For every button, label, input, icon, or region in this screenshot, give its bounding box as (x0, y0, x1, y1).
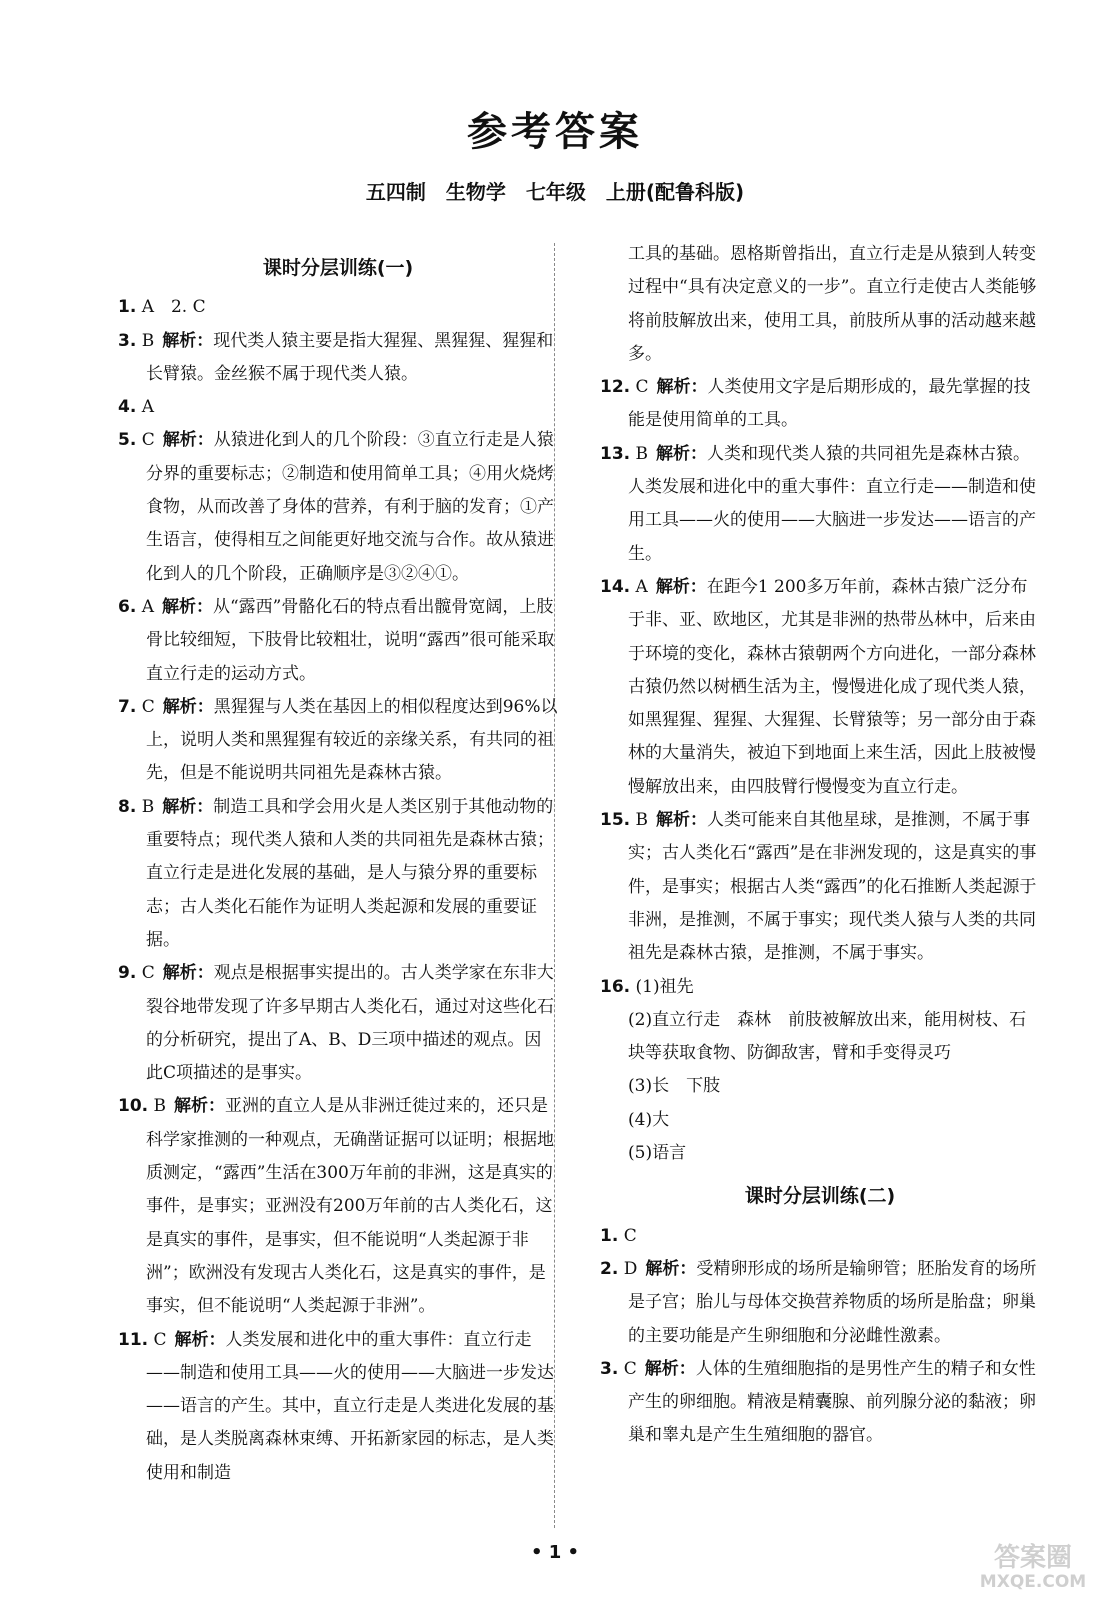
answer-choice: C (141, 430, 155, 451)
explanation-text: 在距今1 200多万年前，森林古猿广泛分布于非、亚、欧地区，尤其是非洲的热带丛林中，后来由于环境的变化，森林古猿朝两个方向进化，一部分森林古猿仍然以树栖生活为主，慢慢进化成了现代类人猿，如黑猩猩、猩猩、大猩猩、长臂猿等；另一部分由于森林的大量消失，被迫下到地面上来生活，因此上肢被慢慢解放出来，由四肢臂行慢慢变为直立行走。 (628, 576, 1036, 797)
explanation-label: 解析： (644, 1358, 696, 1379)
explanation-label: 解析： (162, 963, 214, 984)
page-title: 参考答案 (467, 109, 643, 155)
explanation-label: 解析： (655, 576, 707, 597)
explanation-label: 解析： (174, 1329, 226, 1350)
answer-number: 14. (600, 576, 631, 597)
explanation-label: 解析： (645, 1258, 697, 1279)
answer-choice: C (623, 1225, 637, 1246)
explanation-text: 制造工具和学会用火是人类区别于其他动物的重要特点；现代类人猿和人类的共同祖先是森林古猿；直立行走是进化发展的基础，是人与猿分界的重要标志；古人类化石能作为证明人类起源和发展的重要证据。 (146, 796, 554, 950)
answer-number: 16. (600, 976, 631, 997)
answer-choice: C (623, 1358, 637, 1379)
answer-16-line-2: (2)直立行走 森林 前肢被解放出来，能用树枝、石块等获取食物、防御敌害，臂和手变得灵巧 (628, 1009, 1027, 1064)
answer-choice: A 2. C (141, 297, 206, 318)
answer-16-line-1: (1)祖先 (635, 976, 694, 997)
answer-item (118, 791, 558, 957)
explanation-label: 解析： (162, 796, 214, 817)
answer-number: 11. (118, 1329, 149, 1350)
answer-item (600, 438, 1040, 571)
answer-choice: C (153, 1329, 167, 1350)
answer-16-line-5: (5)语言 (628, 1143, 687, 1164)
watermark-text: 答案圈 (993, 1543, 1072, 1573)
explanation-label: 解析： (161, 596, 213, 617)
answer-number: 1. (600, 1225, 619, 1246)
left-column (118, 242, 558, 1490)
answer-choice: C (635, 377, 649, 398)
answer-16-line-3: (3)长 下肢 (628, 1076, 721, 1097)
explanation-text: 从“露西”骨骼化石的特点看出髋骨宽阔，上肢骨比较细短，下肢骨比较粗壮，说明“露西”很可能采取直立行走的运动方式。 (146, 596, 555, 684)
answer-item (118, 391, 558, 424)
answer-choice: B (153, 1096, 167, 1117)
explanation-text: 现代类人猿主要是指大猩猩、黑猩猩、猩猩和长臂猿。金丝猴不属于现代类人猿。 (146, 330, 554, 384)
answer-number: 5. (118, 430, 137, 451)
section-heading-1: 课时分层训练(一) (262, 257, 414, 279)
left-answer-list (118, 291, 558, 1490)
explanation-text: 黑猩猩与人类在基因上的相似程度达到96%以上，说明人类和黑猩猩有较近的亲缘关系，有共同的祖先，但是不能说明共同祖先是森林古猿。 (146, 696, 558, 784)
explanation-text: 人类可能来自其他星球，是推测，不属于事实；古人类化石“露西”是在非洲发现的，这是真实的事件，是事实；根据古人类“露西”的化石推断人类起源于非洲，是推测，不属于事实；现代类人猿与人类的共同祖先是森林古猿，是推测，不属于事实。 (628, 810, 1037, 964)
answer-item (118, 691, 558, 791)
explanation-text: 人体的生殖细胞指的是男性产生的精子和女性产生的卵细胞。精液是精囊腺、前列腺分泌的黏液；卵巢和睾丸是产生生殖细胞的器官。 (628, 1358, 1036, 1446)
section2-answer-list (600, 1220, 1040, 1453)
explanation-text: 亚洲的直立人是从非洲迁徙过来的，还只是科学家推测的一种观点，无确凿证据可以证明；根据地质测定，“露西”生活在300万年前的非洲，这是真实的事件，是事实；亚洲没有200万年前的古人类化石，这是真实的事件，是事实，但不能说明“人类起源于非洲”；欧洲没有发现古人类化石，这是真实的事件，是事实，但不能说明“人类起源于非洲”。 (146, 1096, 554, 1317)
answer-item (600, 571, 1040, 804)
watermark-logo (974, 1544, 1092, 1594)
answer-item (118, 1324, 558, 1490)
section-heading-2: 课时分层训练(二) (744, 1185, 896, 1208)
answer-number: 3. (600, 1358, 619, 1379)
answer-16-line-4: (4)大 (628, 1109, 670, 1130)
answer-choice: B (141, 330, 155, 351)
explanation-label: 解析： (162, 696, 214, 717)
answer-item (118, 591, 558, 691)
explanation-text: 人类和现代类人猿的共同祖先是森林古猿。人类发展和进化中的重大事件：直立行走——制造和使用工具——火的使用——大脑进一步发达——语言的产生。 (628, 443, 1036, 564)
answer-choice: D (623, 1258, 638, 1279)
answer-number: 2. (600, 1258, 619, 1279)
explanation-label: 解析： (656, 443, 708, 464)
answer-item (600, 1353, 1040, 1453)
page-number: • 1 • (530, 1542, 580, 1563)
answer-number: 6. (118, 596, 137, 617)
answer-choice: A (141, 397, 154, 418)
right-answer-list (600, 371, 1040, 970)
explanation-text: 人类使用文字是后期形成的，最先掌握的技能是使用简单的工具。 (628, 377, 1031, 431)
answer-number: 15. (600, 810, 631, 831)
explanation-label: 解析： (174, 1096, 226, 1117)
answer-choice: B (141, 796, 155, 817)
answer-number: 3. (118, 330, 137, 351)
answer-continuation: 工具的基础。恩格斯曾指出，直立行走是从猿到人转变过程中“具有决定意义的一步”。直立行走使古人类能够将前肢解放出来，使用工具，前肢所从事的活动越来越多。 (628, 244, 1037, 364)
explanation-label: 解析： (162, 430, 214, 451)
answer-number: 12. (600, 377, 631, 398)
answer-choice: B (635, 810, 649, 831)
explanation-text: 从猿进化到人的几个阶段：③直立行走是人猿分界的重要标志；②制造和使用简单工具；④用火烧烤食物，从而改善了身体的营养，有利于脑的发育；①产生语言，使得相互之间能更好地交流与合作。故从猿进化到人的几个阶段，正确顺序是③②④①。 (146, 430, 554, 584)
answer-number: 7. (118, 696, 137, 717)
answer-choice: C (141, 696, 155, 717)
page-subtitle: 五四制 生物学 七年级 上册(配鲁科版) (365, 180, 745, 204)
answer-choice: C (141, 963, 155, 984)
answer-number: 8. (118, 796, 137, 817)
right-column (600, 238, 1040, 1453)
answer-item (118, 325, 558, 392)
answer-choice: B (635, 443, 649, 464)
answer-number: 1. (118, 297, 137, 318)
explanation-text: 观点是根据事实提出的。古人类学家在东非大裂谷地带发现了许多早期古人类化石，通过对这些化石的分析研究，提出了A、B、D三项中描述的观点。因此C项描述的是事实。 (146, 963, 554, 1084)
answer-number: 9. (118, 963, 137, 984)
answer-item (118, 1090, 558, 1323)
answer-choice: A (635, 576, 648, 597)
answer-number: 13. (600, 443, 631, 464)
answer-item (118, 957, 558, 1090)
answer-item (600, 1220, 1040, 1253)
watermark-url: MXQE.COM (979, 1572, 1087, 1592)
explanation-text: 受精卵形成的场所是输卵管；胚胎发育的场所是子宫；胎儿与母体交换营养物质的场所是胎盘；卵巢的主要功能是产生卵细胞和分泌雌性激素。 (628, 1258, 1037, 1346)
explanation-label: 解析： (656, 810, 708, 831)
answer-item (118, 424, 558, 590)
explanation-label: 解析： (656, 377, 708, 398)
answer-choice: A (141, 596, 154, 617)
answer-number: 10. (118, 1096, 149, 1117)
answer-item (600, 1253, 1040, 1353)
answer-item (118, 291, 558, 324)
answer-item (600, 371, 1040, 438)
answer-number: 4. (118, 397, 137, 418)
explanation-label: 解析： (162, 330, 214, 351)
answer-item-16 (600, 971, 1040, 1004)
explanation-text: 人类发展和进化中的重大事件：直立行走——制造和使用工具——火的使用——大脑进一步发达——语言的产生。其中，直立行走是人类进化发展的基础，是人类脱离森林束缚、开拓新家园的标志，是人类使用和制造 (146, 1329, 554, 1483)
answer-item (600, 804, 1040, 970)
